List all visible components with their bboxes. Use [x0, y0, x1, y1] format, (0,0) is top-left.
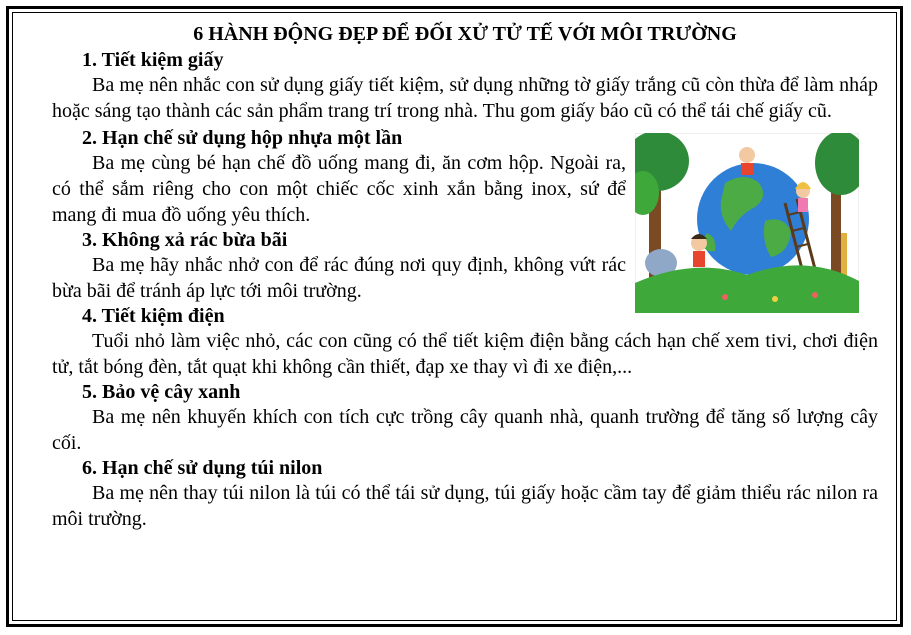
earth-children-drawing-icon [635, 133, 859, 313]
section-text: Ba mẹ cùng bé hạn chế đồ uống mang đi, ăn cơm hộp. Ngoài ra, có thể sắm riêng cho con một chiếc cốc xinh xắn bằng inox, sứ để mang đi mua đồ uống yêu thích. [52, 152, 626, 226]
section-heading: 4. Tiết kiệm điện [82, 305, 225, 327]
document-title: 6 HÀNH ĐỘNG ĐẸP ĐỂ ĐỐI XỬ TỬ TẾ VỚI MÔI TRƯỜNG [193, 23, 737, 45]
section-heading: 2. Hạn chế sử dụng hộp nhựa một lần [82, 127, 403, 149]
section-heading: 3. Không xả rác bừa bãi [82, 229, 288, 251]
section-text: Ba mẹ hãy nhắc nhở con để rác đúng nơi quy định, không vứt rác bừa bãi để tránh áp lực tới môi trường. [52, 254, 626, 302]
section-text: Tuổi nhỏ làm việc nhỏ, các con cũng có thể tiết kiệm điện bằng cách hạn chế xem tivi, chơi điện tử, tắt bóng đèn, tắt quạt khi không cần thiết, đạp xe thay vì đi xe điện,... [52, 330, 878, 378]
section-5 [52, 380, 878, 456]
section-heading: 6. Hạn chế sử dụng túi nilon [82, 457, 323, 479]
section-text: Ba mẹ nên khuyến khích con tích cực trồng cây quanh nhà, quanh trường để tăng số lượng cây cối. [52, 406, 878, 454]
section-heading: 1. Tiết kiệm giấy [82, 49, 224, 71]
section-text: Ba mẹ nên nhắc con sử dụng giấy tiết kiệm, sử dụng những tờ giấy trắng cũ còn thừa để làm nháp hoặc sáng tạo thành các sản phẩm trang trí trong nhà. Thu gom giấy báo cũ có thể tái chế giấy cũ. [52, 74, 878, 122]
section-1 [52, 48, 878, 124]
section-heading: 5. Bảo vệ cây xanh [82, 381, 241, 403]
section-3 [52, 228, 626, 304]
section-4 [52, 304, 878, 380]
section-6 [52, 456, 878, 532]
section-2 [52, 126, 626, 228]
section-text: Ba mẹ nên thay túi nilon là túi có thể tái sử dụng, túi giấy hoặc cầm tay để giảm thiểu rác nilon ra môi trường. [52, 482, 878, 530]
